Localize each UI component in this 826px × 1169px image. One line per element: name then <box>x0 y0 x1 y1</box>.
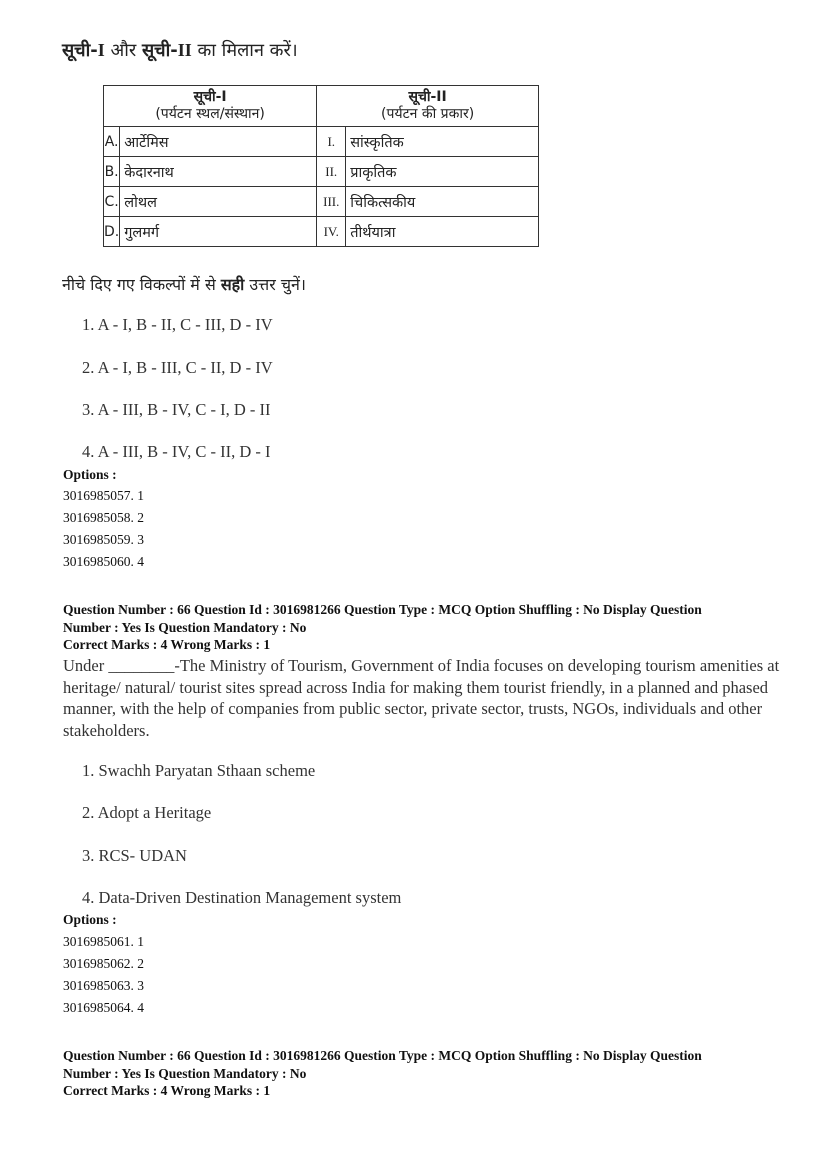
meta-line: Number : Yes Is Question Mandatory : No <box>63 1065 307 1081</box>
row-value-left: लोथल <box>120 187 317 217</box>
list1-subtitle: (पर्यटन स्थल/संस्थान) <box>155 106 265 122</box>
question-meta <box>63 601 783 654</box>
list1-header <box>104 86 317 127</box>
choice-item: 3. A - III, B - IV, C - I, D - II <box>82 400 271 419</box>
instruction-emphasis: सही <box>220 275 245 294</box>
row-value-left: आर्टेमिस <box>120 127 317 157</box>
table-row <box>104 217 539 247</box>
match-table-header <box>104 86 539 127</box>
choice-item: 3. RCS- UDAN <box>82 846 187 865</box>
row-key-right: I. <box>317 127 346 157</box>
row-key-right: III. <box>317 187 346 217</box>
row-key-left: A. <box>104 127 120 157</box>
option-id: 3016985062. 2 <box>63 956 144 971</box>
list2-subtitle: (पर्यटन की प्रकार) <box>381 106 475 122</box>
meta-line: Correct Marks : 4 Wrong Marks : 1 <box>63 637 271 652</box>
meta-line: Number : Yes Is Question Mandatory : No <box>63 619 307 635</box>
row-key-right: IV. <box>317 217 346 247</box>
question-meta <box>63 1047 783 1100</box>
table-row <box>104 157 539 187</box>
meta-line: Question Number : 66 Question Id : 3016981266 Question Type : MCQ Option Shuffling : No Display Question <box>63 602 702 617</box>
row-key-left: C. <box>104 187 120 217</box>
table-row <box>104 127 539 157</box>
option-id: 3016985059. 3 <box>63 532 144 547</box>
intro-list1-numeral: I <box>97 40 105 60</box>
row-key-left: B. <box>104 157 120 187</box>
list2-title: सूची-II <box>408 89 447 105</box>
option-id: 3016985058. 2 <box>63 510 144 525</box>
option-id: 3016985063. 3 <box>63 978 144 993</box>
question-instruction <box>62 273 306 295</box>
intro-list1-prefix: सूची- <box>62 40 98 61</box>
intro-connector: और <box>104 40 142 61</box>
row-value-left: केदारनाथ <box>120 157 317 187</box>
row-value-right: प्राकृतिक <box>346 157 539 187</box>
row-value-right: तीर्थयात्रा <box>346 217 539 247</box>
question-intro <box>62 38 298 62</box>
row-key-right: II. <box>317 157 346 187</box>
options-label: Options : <box>63 467 117 482</box>
table-row <box>104 187 539 217</box>
choice-item: 4. Data-Driven Destination Management system <box>82 888 402 907</box>
choice-item: 4. A - III, B - IV, C - II, D - I <box>82 442 271 461</box>
row-key-left: D. <box>104 217 120 247</box>
row-value-right: सांस्कृतिक <box>346 127 539 157</box>
question-text: Under ________-The Ministry of Tourism, Government of India focuses on developing tourism amenities at heritage/ natural/ tourist sites spread across India for making them tourist friendly, in a planned and phased manner, with the help of companies from public sector, private sector, trusts, NGOs, individuals and other stakeholders. <box>63 656 780 740</box>
meta-line: Correct Marks : 4 Wrong Marks : 1 <box>63 1083 271 1098</box>
instruction-post: उत्तर चुनें। <box>244 275 306 294</box>
option-id: 3016985064. 4 <box>63 1000 144 1015</box>
row-value-right: चिकित्सकीय <box>346 187 539 217</box>
intro-suffix: का मिलान करें। <box>191 40 298 61</box>
match-table <box>103 85 539 247</box>
meta-line: Question Number : 66 Question Id : 3016981266 Question Type : MCQ Option Shuffling : No Display Question <box>63 1048 702 1063</box>
list2-header <box>317 86 539 127</box>
option-id: 3016985061. 1 <box>63 934 144 949</box>
intro-list2-prefix: सूची- <box>141 40 178 61</box>
instruction-pre: नीचे दिए गए विकल्पों में से <box>62 275 221 294</box>
list1-title: सूची-I <box>193 89 227 105</box>
option-id: 3016985057. 1 <box>63 488 144 503</box>
choice-item: 2. Adopt a Heritage <box>82 803 212 822</box>
choice-item: 1. Swachh Paryatan Sthaan scheme <box>82 761 316 780</box>
intro-list2-numeral: II <box>177 40 192 60</box>
row-value-left: गुलमर्ग <box>120 217 317 247</box>
options-label: Options : <box>63 912 117 927</box>
choice-item: 1. A - I, B - II, C - III, D - IV <box>82 315 273 334</box>
option-id: 3016985060. 4 <box>63 554 144 569</box>
choice-item: 2. A - I, B - III, C - II, D - IV <box>82 358 273 377</box>
